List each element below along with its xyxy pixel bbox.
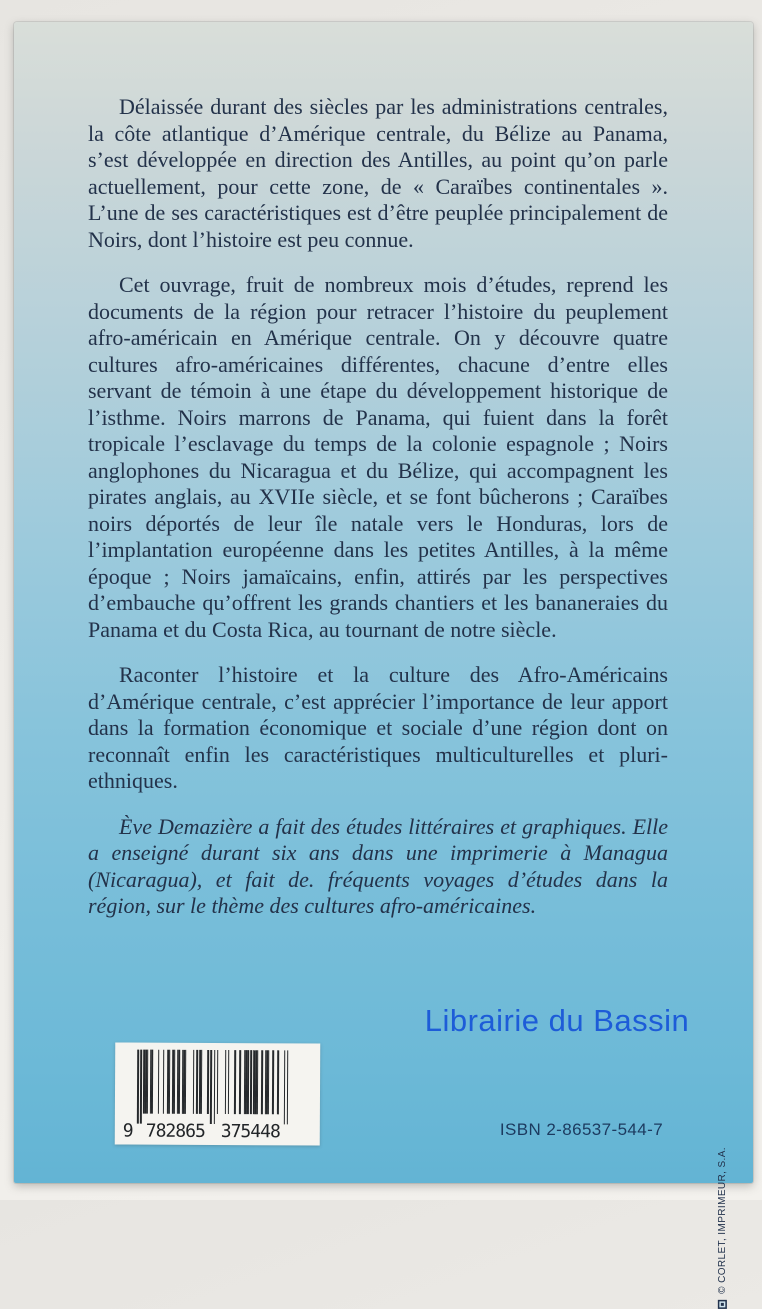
blurb-paragraph-1: Délaissée durant des siècles par les administrations centrales, la côte atlantique d’Amérique centrale, du Bélize au Panama, s’est développée en direction des Antilles, au point qu’on parle actuellement, pour cette zone, de « Caraïbes continentales ». L’une de ses caractéristiques est d’être peuplée principalement de Noirs, dont l’histoire est peu connue. [88, 94, 668, 252]
blurb-paragraph-2: Cet ouvrage, fruit de nombreux mois d’études, reprend les documents de la région pour retracer l’histoire du peuplement afro-américain en Amérique centrale. On y découvre quatre cultures afro-américaines différentes, chacune d’entre elles servant de témoin à une étape du développement historique de l’isthme. Noirs marrons de Panama, qui fuient dans la forêt tropicale l’esclavage du temps de la colonie espagnole ; Noirs anglophones du Nicaragua et du Bélize, qui accompagnent les pirates anglais, au XVIIe siècle, et se font bûcherons ; Caraïbes noirs déportés de leur île natale vers le Honduras, lors de l’implantation européenne dans les petites Antilles, à la même époque ; Noirs jamaïcains, enfin, attirés par les perspectives d’embauche qu’offrent les grands chantiers et les bananeraies du Panama et du Costa Rica, au tournant de notre siècle. [88, 272, 668, 642]
barcode-digits [115, 1120, 320, 1145]
corlet-logo-icon [718, 1300, 727, 1309]
barcode-digit-group-1: 782865 [145, 1120, 205, 1142]
author-bio-paragraph: Ève Demazière a fait des études littéraires et graphiques. Elle a enseigné durant six ans dans une imprimerie à Managua (Nicaragua), et fait de. fréquents voyages d’études dans la région, sur le thème des cultures afro-américaines. [88, 813, 668, 918]
barcode-label [115, 1042, 321, 1145]
barcode-bars [137, 1050, 289, 1125]
blurb-text-block [88, 94, 668, 939]
printer-credit [717, 1147, 728, 1309]
isbn-text: ISBN 2-86537-544-7 [499, 1120, 664, 1139]
book-back-cover [14, 22, 753, 1294]
barcode-digit-lead: 9 [122, 1120, 134, 1142]
bookseller-watermark: Librairie du Bassin [424, 1003, 690, 1038]
barcode-digit-group-2: 375448 [220, 1121, 280, 1143]
printer-credit-text: © CORLET, IMPRIMEUR, S.A. [717, 1147, 728, 1294]
blurb-paragraph-3: Raconter l’histoire et la culture des Afro-Américains d’Amérique centrale, c’est apprécier l’importance de leur apport dans la formation économique et sociale d’une région dont on reconnaît enfin les caractéristiques multiculturelles et pluri-ethniques. [88, 662, 668, 793]
